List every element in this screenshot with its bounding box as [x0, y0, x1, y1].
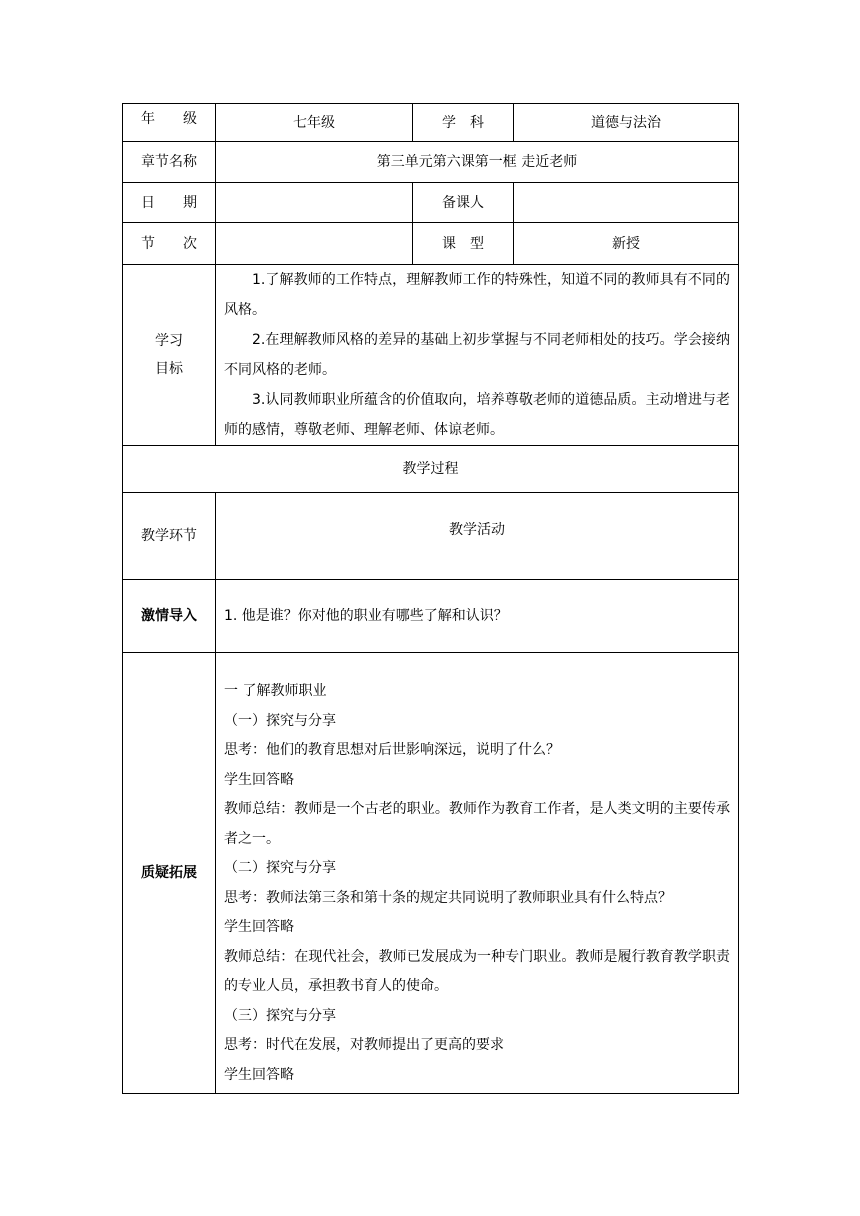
- extension-line: 教师总结：教师是一个古老的职业。教师作为教育工作者，是人类文明的主要传承者之一。: [224, 801, 730, 847]
- stage-header: 教学环节: [123, 493, 216, 580]
- extension-line: 学生回答略: [224, 771, 294, 788]
- extension-line: 一 了解教师职业: [224, 683, 327, 699]
- chapter-label: 章节名称: [123, 142, 216, 183]
- date-label: 日 期: [123, 183, 216, 223]
- objective-item: 3.认同教师职业所蕴含的价值取向，培养尊敬老师的道德品质。主动增进与老师的感情，尊敬老师、理解老师、体谅老师。: [224, 392, 730, 438]
- extension-line: 学生回答略: [224, 1066, 294, 1083]
- grade-value: 七年级: [216, 104, 413, 142]
- objectives-label: [123, 265, 216, 446]
- intro-row: [123, 580, 739, 653]
- extension-line: 思考：教师法第三条和第十条的规定共同说明了教师职业具有什么特点？: [224, 889, 672, 906]
- intro-content: 1. 他是谁？你对他的职业有哪些了解和认识？: [216, 580, 739, 653]
- preparer-label: 备课人: [413, 183, 514, 223]
- section-row: [123, 223, 739, 265]
- activity-header: 教学活动: [216, 493, 739, 580]
- objective-item: 1.了解教师的工作特点，理解教师工作的特殊性，知道不同的教师具有不同的风格。: [224, 272, 730, 318]
- lesson-plan-table: [122, 103, 739, 1094]
- subject-value: 道德与法治: [514, 104, 739, 142]
- extension-line: （二）探究与分享: [224, 860, 336, 876]
- extension-line: 学生回答略: [224, 919, 294, 935]
- chapter-value: 第三单元第六课第一框 走近老师: [216, 142, 739, 183]
- objective-item: 2.在理解教师风格的差异的基础上初步掌握与不同老师相处的技巧。学会接纳不同风格的老师。: [224, 332, 730, 378]
- section-label: 节 次: [123, 223, 216, 265]
- lesson-type-value: 新授: [514, 223, 739, 265]
- process-header: 教学过程: [123, 446, 739, 493]
- extension-line: （一）探究与分享: [224, 712, 336, 729]
- extension-line: 思考：时代在发展，对教师提出了更高的要求: [224, 1037, 504, 1053]
- lesson-type-label: 课 型: [413, 223, 514, 265]
- extension-line: （三）探究与分享: [224, 1007, 336, 1024]
- preparer-value: [514, 183, 739, 223]
- extension-line: 思考：他们的教育思想对后世影响深远，说明了什么？: [224, 742, 560, 758]
- date-row: [123, 183, 739, 223]
- objectives-row: [123, 265, 739, 446]
- grade-row: [123, 104, 739, 142]
- extension-content: [216, 653, 739, 1094]
- extension-label: 质疑拓展: [123, 653, 216, 1094]
- extension-row: [123, 653, 739, 1094]
- objectives-content: [216, 265, 739, 446]
- column-header-row: [123, 493, 739, 580]
- objectives-label-line-1: 学习: [155, 333, 183, 349]
- grade-label: 年 级: [123, 104, 216, 142]
- extension-line: 教师总结：在现代社会，教师已发展成为一种专门职业。教师是履行教育教学职责的专业人员，承担教书育人的使命。: [224, 948, 730, 994]
- chapter-row: [123, 142, 739, 183]
- section-value: [216, 223, 413, 265]
- intro-label: 激情导入: [123, 580, 216, 653]
- date-value: [216, 183, 413, 223]
- objectives-label-line-2: 目标: [155, 361, 183, 377]
- process-header-row: [123, 446, 739, 493]
- subject-label: 学 科: [413, 104, 514, 142]
